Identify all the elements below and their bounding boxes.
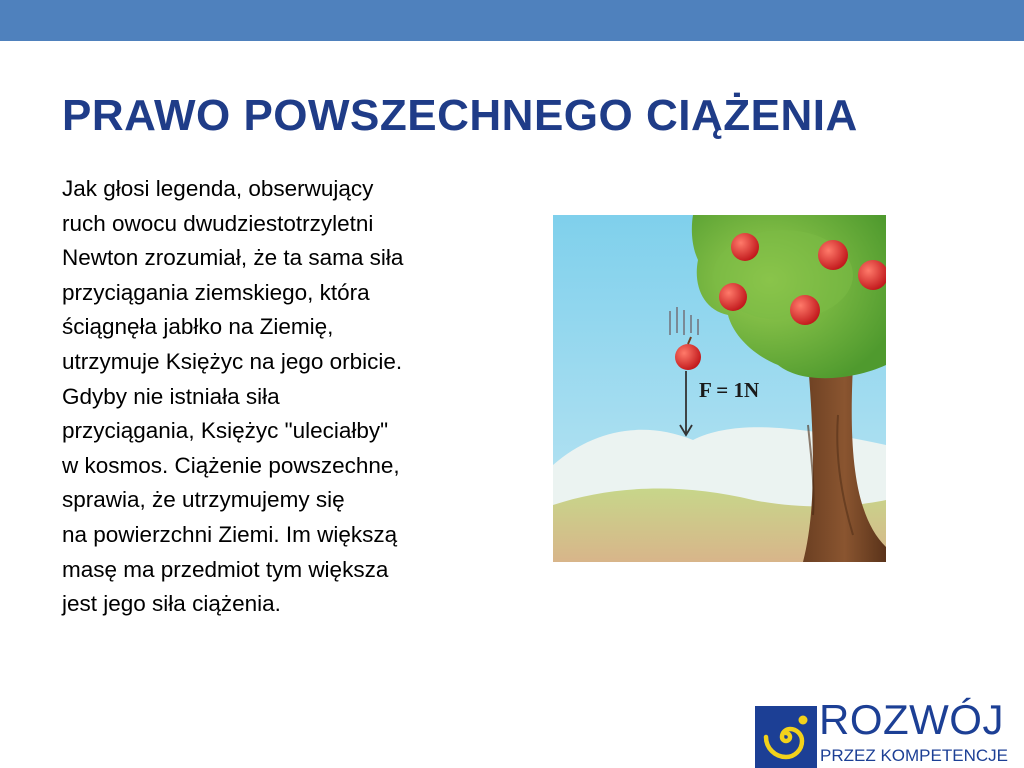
falling-apple <box>675 344 701 370</box>
apple <box>818 240 848 270</box>
rozwoj-logo <box>755 696 1024 768</box>
apple <box>719 283 747 311</box>
spiral-logo-icon <box>755 706 817 768</box>
body-line: jest jego siła ciążenia. <box>62 591 281 617</box>
body-line: masę ma przedmiot tym większa <box>62 556 389 582</box>
body-line: Jak głosi legenda, obserwujący <box>62 176 374 201</box>
body-line: ściągnęła jabłko na Ziemię, <box>62 314 334 340</box>
body-line: przyciągania ziemskiego, która <box>62 279 370 305</box>
apple <box>790 295 820 325</box>
apple <box>731 233 759 261</box>
body-line: w kosmos. Ciążenie powszechne, <box>62 452 400 478</box>
slide-title: PRAWO POWSZECHNEGO CIĄŻENIA <box>62 91 858 140</box>
top-accent-bar <box>0 0 1024 41</box>
body-text <box>62 172 512 622</box>
logo-wordmark: ROZWÓJ <box>819 696 1004 743</box>
body-line: przyciągania, Księżyc "uleciałby" <box>62 418 389 444</box>
body-line: na powierzchni Ziemi. Im większą <box>62 521 398 547</box>
body-line: Gdyby nie istniała siła <box>62 383 280 409</box>
logo-tagline: PRZEZ KOMPETENCJE <box>820 746 1008 765</box>
body-line: Newton zrozumiał, że ta sama siła <box>62 245 404 271</box>
body-line: ruch owocu dwudziestotrzyletni <box>62 210 374 236</box>
body-line: utrzymuje Księżyc na jego orbicie. <box>62 348 403 374</box>
apple-tree-illustration <box>553 215 886 562</box>
force-label: F = 1N <box>699 378 760 402</box>
body-line: sprawia, że utrzymujemy się <box>62 487 345 513</box>
apple-tree-graphic <box>553 215 886 562</box>
